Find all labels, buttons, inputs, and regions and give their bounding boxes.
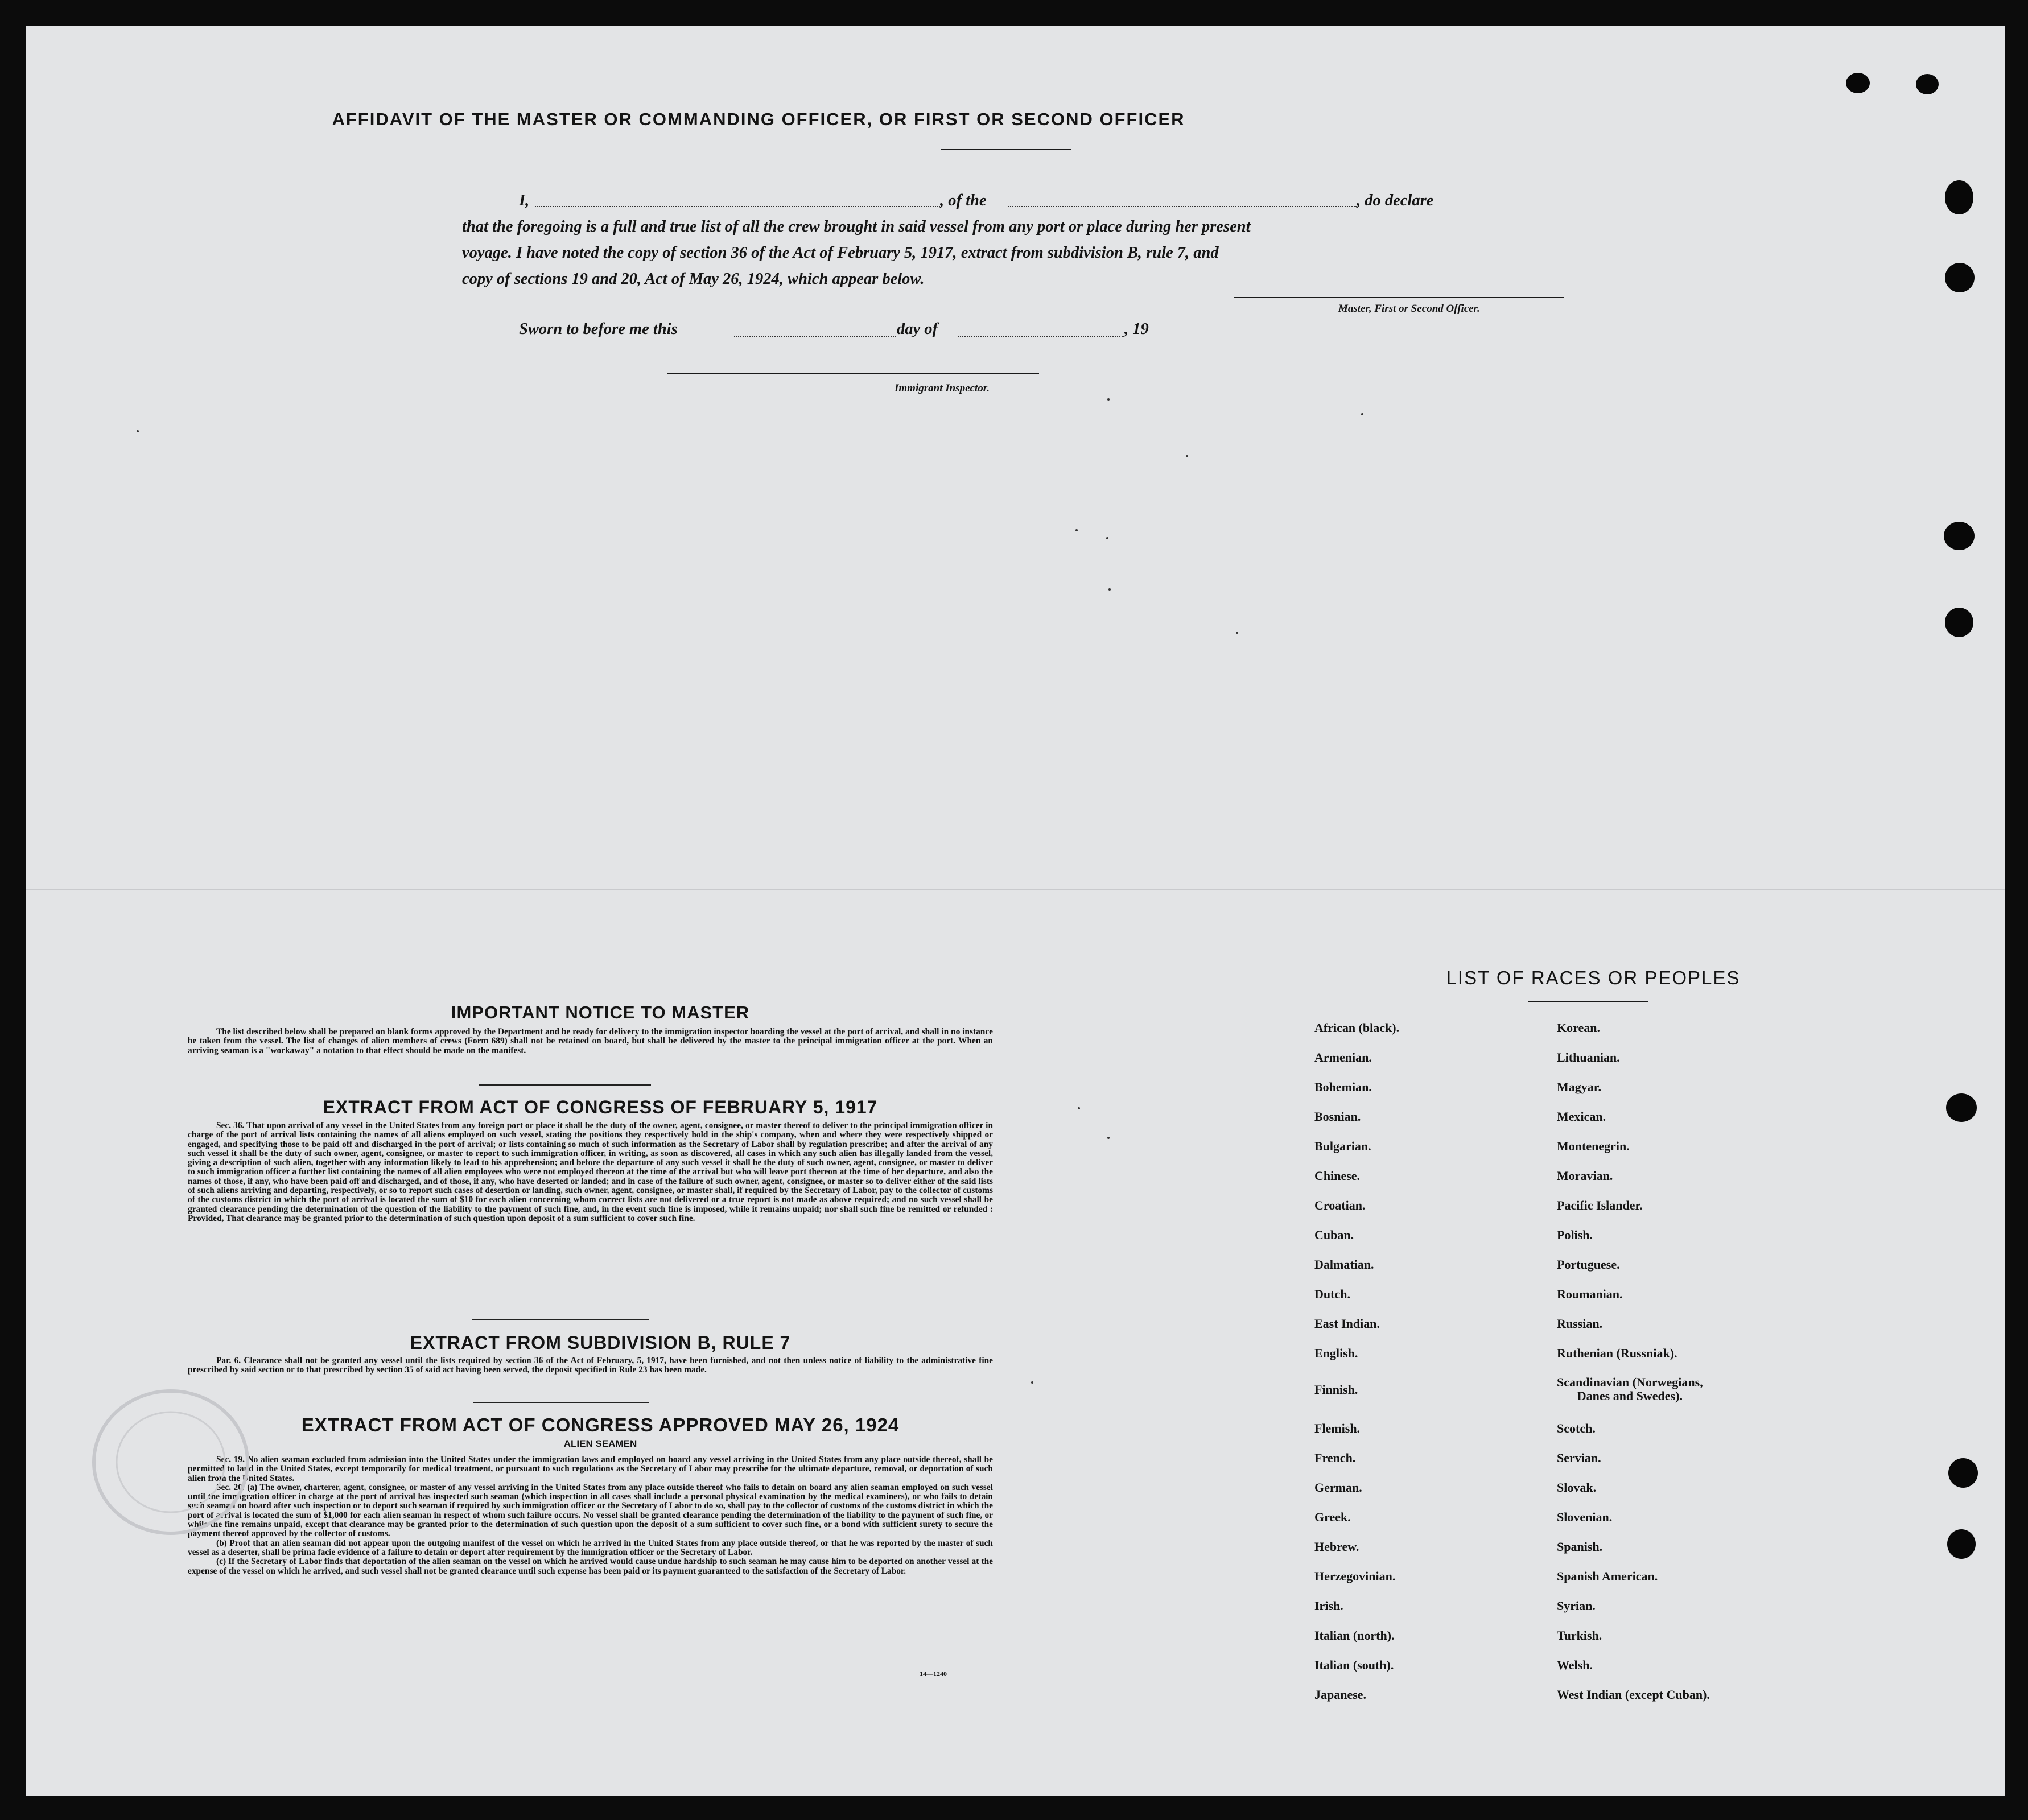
race-item: Flemish.: [1314, 1421, 1361, 1435]
speck: [1031, 1381, 1033, 1384]
race-item: Bohemian.: [1314, 1080, 1372, 1094]
extract-1924-paragraph: (b) Proof that an alien seaman did not appear upon the outgoing manifest of the vessel on which he arrived in the United States from any place outside thereof, or that he was reported by the master of such vessel as a deserter, shall be prima facie evidence of a failure to detain or deport after requirement by the immigration officer or the Secretary of Labor.: [188, 1538, 993, 1557]
extract-1917-paragraph: Sec. 36. That upon arrival of any vessel in the United States from any foreign port or place it shall be the duty of the owner, agent, consignee, or master thereof to deliver to the principal immigration officer in charge of the port of arrival lists containing the names of all aliens employed on such vessel, stating the positions they respectively hold in the ship's company, when and where they were respectively shipped or engaged, and specifying those to be paid off and discharged in the port of arrival; or lists containing so much of such information as the Secretary of Labor shall by regulation prescribe; and after the arrival of any such vessel it shall be the duty of such owner, agent, consignee, or master to report to such immigration officer, in writing, as soon as discovered, all cases in which any such alien has illegally landed from the vessel, giving a description of such alien, together with any information likely to lead to his apprehension; and before the departure of any such vessel it shall be the duty of such owner, agent, consignee, or master to deliver to such immigration officer a further list containing the names of all alien employees who were not employed thereon at the time of the arrival but who will leave port thereon at the time of her departure, and also the names of those, if any, who have been paid off and discharged, and of those, if any, who have deserted or landed; and in case of the failure of such owner, agent, consignee, or master so to deliver either of the said lists of such aliens arriving and departing, respectively, or so to report such cases of desertion or landing, such owner, agent, consignee, or master shall, if required by the Secretary of Labor, pay to the collector of customs of the customs district in which the port of arrival is located the sum of $10 for each alien concerning whom correct lists are not delivered or a true report is not made as above required; and no such vessel shall be granted clearance pending the determination of the question of the liability to the payment of such fine, and, in the event such fine is imposed, while it remains unpaid; nor shall such fine be remitted or refunded : Provided, That clearance may be granted prior to the determination of such question upon deposit of a sum sufficient to cover such fine.: [188, 1121, 993, 1223]
notice-title: IMPORTANT NOTICE TO MASTER: [451, 1002, 750, 1022]
race-item: Polish.: [1557, 1228, 1593, 1242]
race-item: Finnish.: [1314, 1382, 1358, 1397]
race-item: Chinese.: [1314, 1169, 1361, 1183]
race-item: Magyar.: [1557, 1080, 1602, 1094]
race-item: Mexican.: [1557, 1109, 1606, 1124]
race-item: Slovak.: [1557, 1480, 1597, 1495]
race-item: West Indian (except Cuban).: [1557, 1687, 1710, 1702]
race-item: Slovenian.: [1557, 1510, 1613, 1524]
declaration-line: copy of sections 19 and 20, Act of May 26, 1924, which appear below.: [462, 270, 925, 288]
race-item: Moravian.: [1557, 1169, 1613, 1183]
punch-hole: [1948, 1458, 1978, 1488]
race-item: Portuguese.: [1557, 1257, 1620, 1272]
race-item: Welsh.: [1557, 1658, 1593, 1672]
title-underline: [941, 149, 1071, 150]
speck: [1107, 1137, 1110, 1139]
speck: [1236, 632, 1238, 634]
race-item: Servian.: [1557, 1451, 1601, 1465]
race-item: Italian (south).: [1314, 1658, 1394, 1672]
extract-1917-title: EXTRACT FROM ACT OF CONGRESS OF FEBRUARY 5, 1917: [323, 1097, 878, 1117]
race-item: Spanish.: [1557, 1540, 1603, 1554]
race-item: Scandinavian (Norwegians, Danes and Swedes).: [1557, 1375, 1703, 1403]
race-item: Pacific Islander.: [1557, 1198, 1643, 1212]
declaration-text: [462, 188, 1575, 292]
extract-rule7-title: EXTRACT FROM SUBDIVISION B, RULE 7: [410, 1332, 791, 1353]
race-item: Dalmatian.: [1314, 1257, 1374, 1272]
punch-hole: [1846, 73, 1870, 93]
speck: [1078, 1107, 1080, 1109]
race-item: English.: [1314, 1346, 1358, 1360]
extract-1924-title: EXTRACT FROM ACT OF CONGRESS APPROVED MAY 26, 1924: [301, 1414, 900, 1435]
fold-crease: [26, 889, 2005, 890]
sworn-day-of: day of: [897, 320, 938, 338]
race-item: Turkish.: [1557, 1628, 1602, 1642]
race-item: Ruthenian (Russniak).: [1557, 1346, 1677, 1360]
sworn-prefix: Sworn to before me this: [519, 320, 678, 338]
extract-1924-paragraph: Sec. 20. (a) The owner, charterer, agent, consignee, or master of any vessel arriving in the United States from any place outside thereof who fails to detain on board any alien seaman employed on such vessel until the immigration officer in charge at the port of arrival has inspected such seaman (which inspection in all cases shall include a personal physical examination by the medical examiners), or who fails to detain such seaman on board after such inspection or to deport such seaman if required by such immigration officer or the Secretary of Labor to do so, shall pay to the collector of customs of the customs district in which the port of arrival is located the sum of $1,000 for each alien seaman in respect of whom such failure occurs. No vessel shall be granted clearance pending the determination of the liability to the payment of such fine, or while the fine remains unpaid, except that clearance may be granted prior to the determination of such question upon the deposit of a sum sufficient to cover such fine, or a bond with sufficient surety to secure the payment thereof approved by the collector of customs.: [188, 1482, 993, 1539]
master-signature-line[interactable]: [1234, 297, 1564, 298]
form-number: 14—1240: [920, 1670, 947, 1678]
race-item: Greek.: [1314, 1510, 1351, 1524]
speck: [1108, 588, 1111, 591]
inspector-signature-line[interactable]: [667, 373, 1039, 374]
affidavit-title: AFFIDAVIT OF THE MASTER OR COMMANDING OFFICER, OR FIRST OR SECOND OFFICER: [332, 109, 1185, 129]
extract-1924-paragraph: (c) If the Secretary of Labor finds that deportation of the alien seaman on the vessel on which he arrived would cause undue hardship to such seaman he may cause him to be deported on another vessel at the expense of the vessel on which he arrived, and such vessel shall not be granted clearance until such expense has been paid or its payment guaranteed to the satisfaction of the Secretary of Labor.: [188, 1557, 993, 1576]
race-item: Armenian.: [1314, 1050, 1372, 1064]
punch-hole: [1945, 608, 1973, 637]
notice-paragraph: The list described below shall be prepared on blank forms approved by the Department and be ready for delivery to the immigration inspector boarding the vessel at the port of arrival, and shall in no instance be taken from the vessel. The list of changes of alien members of crews (Form 689) shall not be retained on board, but shall be delivered by the master to the principal immigration officer at the port. When an arriving seaman is a "workaway" a notation to that effect should be made on the manifest.: [188, 1027, 993, 1055]
name-blank[interactable]: [535, 206, 940, 207]
extract-rule7-paragraph: Par. 6. Clearance shall not be granted any vessel until the lists required by section 36 of the Act of February, 5, 1917, have been furnished, and not then unless notice of liability to the administrative fine prescribed by said section or to that prescribed by section 35 of said act having been served, the deposit specified in Rule 23 has been made.: [188, 1356, 993, 1375]
race-item: Irish.: [1314, 1599, 1343, 1613]
race-item: Roumanian.: [1557, 1287, 1623, 1301]
race-item: Croatian.: [1314, 1198, 1366, 1212]
declaration-line: voyage. I have noted the copy of section 36 of the Act of February 5, 1917, extract from subdivision B, rule 7, and: [462, 244, 1219, 262]
race-item: Dutch.: [1314, 1287, 1350, 1301]
race-item: Syrian.: [1557, 1599, 1596, 1613]
race-item: Hebrew.: [1314, 1540, 1359, 1554]
punch-hole: [1946, 1093, 1977, 1122]
race-item: Japanese.: [1314, 1687, 1367, 1702]
race-item: Italian (north).: [1314, 1628, 1395, 1642]
race-item: French.: [1314, 1451, 1356, 1465]
races-title-underline: [1528, 1001, 1648, 1002]
extract-rule7-text: [188, 1356, 993, 1375]
divider: [479, 1084, 651, 1086]
speck: [137, 430, 139, 432]
faded-stamp-seal: [85, 1382, 256, 1542]
master-caption: Master, First or Second Officer.: [1338, 303, 1480, 315]
speck: [1186, 455, 1188, 457]
declaration-do-declare: , do declare: [1357, 192, 1434, 209]
race-item: Cuban.: [1314, 1228, 1354, 1242]
speck: [1107, 398, 1110, 401]
punch-hole: [1947, 1529, 1976, 1559]
race-item: Bosnian.: [1314, 1109, 1361, 1124]
race-item: Scotch.: [1557, 1421, 1596, 1435]
sworn-day-blank[interactable]: [734, 336, 896, 337]
race-item: German.: [1314, 1480, 1362, 1495]
sworn-year: , 19: [1124, 320, 1149, 338]
declaration-of-the: , of the: [940, 192, 987, 209]
speck: [1361, 413, 1363, 415]
extract-1924-paragraph: Sec. 19. No alien seaman excluded from admission into the United States under the immigration laws and employed on board any vessel arriving in the United States from any place outside thereof, shall be permitted to land in the United States, except temporarily for medical treatment, or pursuant to such regulations as the Secretary of Labor may prescribe for the ultimate departure, removal, or deportation of such alien from the United States.: [188, 1455, 993, 1483]
race-item: Herzegovinian.: [1314, 1569, 1396, 1583]
extract-1917-text: [188, 1121, 993, 1223]
inspector-caption: Immigrant Inspector.: [895, 382, 990, 394]
speck: [1106, 537, 1108, 539]
extract-1924-text: [188, 1455, 993, 1576]
race-item: Montenegrin.: [1557, 1139, 1630, 1153]
race-item: Russian.: [1557, 1316, 1603, 1331]
speck: [1075, 529, 1078, 531]
divider: [472, 1319, 649, 1320]
race-item: Bulgarian.: [1314, 1139, 1371, 1153]
divider: [473, 1402, 649, 1403]
notice-text: [188, 1027, 993, 1055]
declaration-i: I,: [519, 192, 530, 209]
punch-hole: [1945, 263, 1975, 292]
vessel-blank[interactable]: [1008, 206, 1357, 207]
race-item: Lithuanian.: [1557, 1050, 1620, 1064]
race-item: Spanish American.: [1557, 1569, 1658, 1583]
sworn-month-blank[interactable]: [958, 336, 1124, 337]
races-title: LIST OF RACES OR PEOPLES: [1446, 967, 1741, 988]
punch-hole: [1944, 522, 1975, 550]
race-item: Korean.: [1557, 1021, 1600, 1035]
race-item: East Indian.: [1314, 1316, 1380, 1331]
punch-hole: [1945, 180, 1973, 214]
extract-1924-subtitle: ALIEN SEAMEN: [563, 1438, 637, 1449]
declaration-line: that the foregoing is a full and true list of all the crew brought in said vessel from any port or place during her present: [462, 218, 1251, 236]
race-item: African (black).: [1314, 1021, 1400, 1035]
punch-hole: [1916, 74, 1939, 94]
